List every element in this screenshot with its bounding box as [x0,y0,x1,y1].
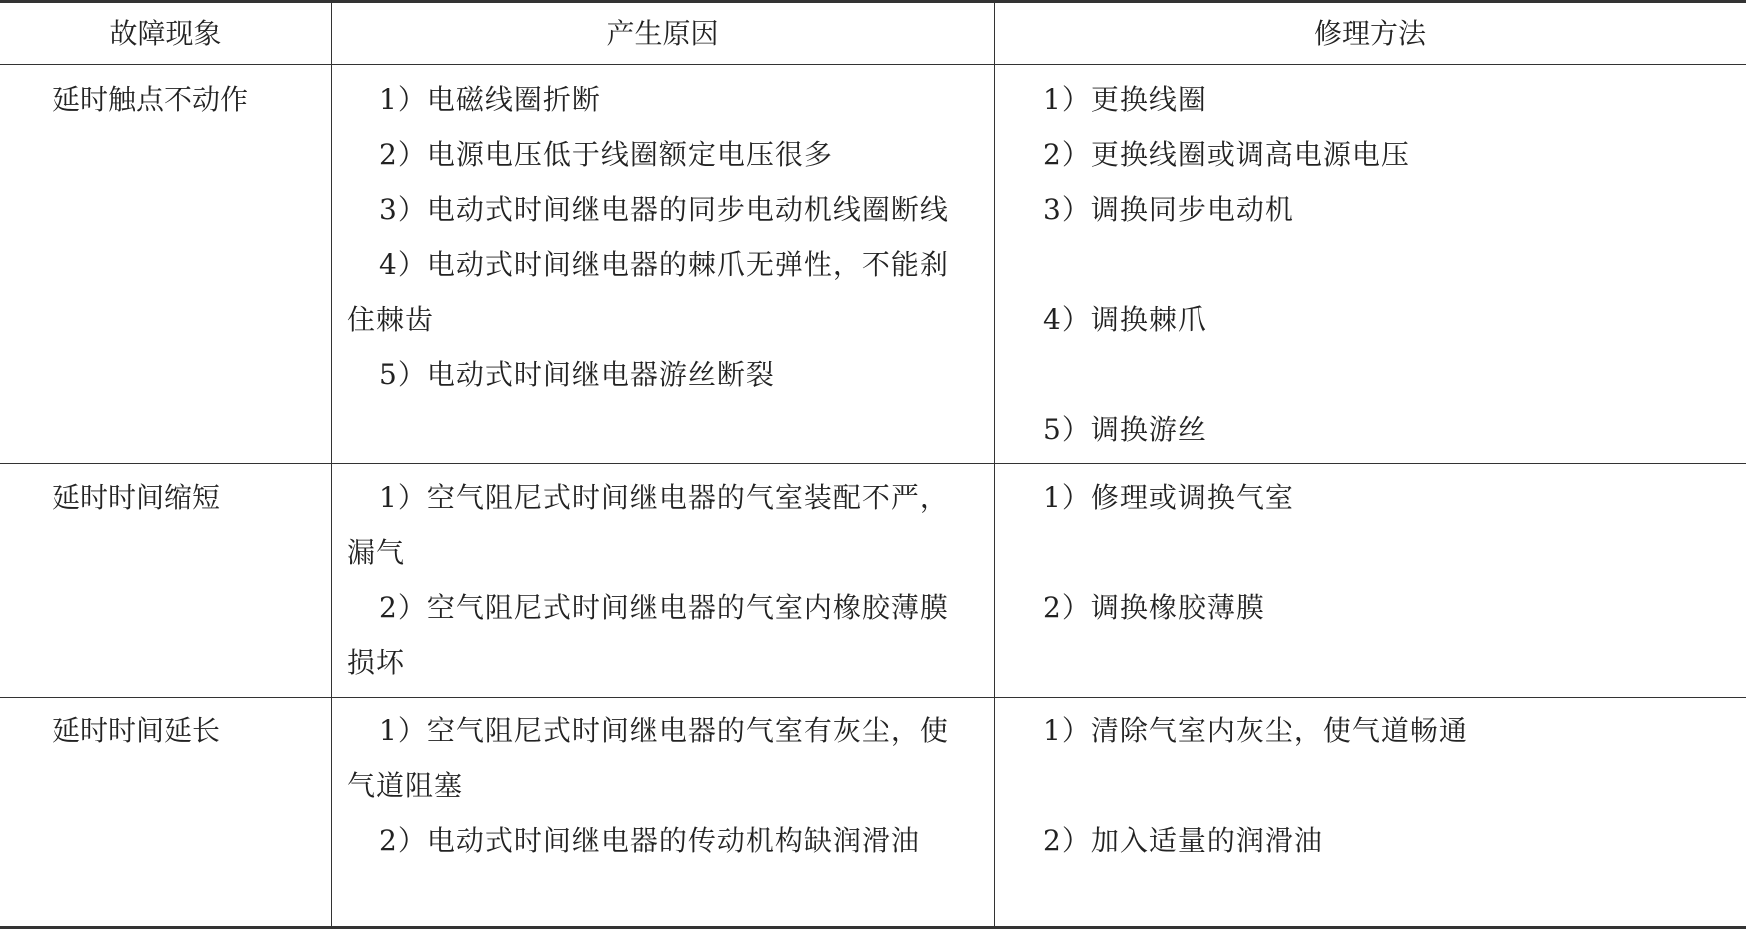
list-item: 4）电动式时间继电器的棘爪无弹性，不能刹住棘齿 [347,248,949,336]
list-item: 5）调换游丝 [1043,413,1207,446]
header-fault-symptom: 故障现象 [109,17,222,50]
list-item: 1）修理或调换气室 [1043,481,1294,514]
table-row-fixes [1043,470,1733,635]
table-row-symptom: 延时时间缩短 [52,481,221,514]
table-row-causes [347,470,977,690]
list-item: 4）调换棘爪 [1043,303,1207,336]
list-item: 1）更换线圈 [1043,83,1207,116]
table-row-symptom: 延时时间延长 [52,714,221,747]
list-item: 2）更换线圈或调高电源电压 [1043,138,1410,171]
list-item: 1）电磁线圈折断 [379,83,601,116]
list-item: 2）电源电压低于线圈额定电压很多 [379,138,833,171]
list-item: 2）加入适量的润滑油 [1043,824,1323,857]
list-item: 1）清除气室内灰尘，使气道畅通 [1043,714,1468,747]
list-item: 3）电动式时间继电器的同步电动机线圈断线 [379,193,949,226]
table-row-fixes [1043,703,1733,868]
header-repair-method: 修理方法 [1313,17,1426,50]
list-item: 2）电动式时间继电器的传动机构缺润滑油 [379,824,920,857]
row1-bottom-rule [0,463,1746,464]
header-cause: 产生原因 [606,17,719,50]
list-item: 2）空气阻尼式时间继电器的气室内橡胶薄膜损坏 [347,591,949,679]
table-row-symptom: 延时触点不动作 [52,83,249,116]
table-row-fixes [1043,72,1733,457]
list-item: 3）调换同步电动机 [1043,193,1294,226]
column-divider-1 [331,0,332,929]
table-row-causes [347,72,977,402]
list-item: 1）空气阻尼式时间继电器的气室有灰尘，使气道阻塞 [347,714,949,802]
row2-bottom-rule [0,697,1746,698]
list-item: 2）调换橡胶薄膜 [1043,591,1265,624]
column-divider-2 [994,0,995,929]
table-bottom-rule [0,926,1746,929]
list-item: 1）空气阻尼式时间继电器的气室装配不严，漏气 [347,481,949,569]
list-item: 5）电动式时间继电器游丝断裂 [379,358,775,391]
table-row-causes [347,703,977,868]
